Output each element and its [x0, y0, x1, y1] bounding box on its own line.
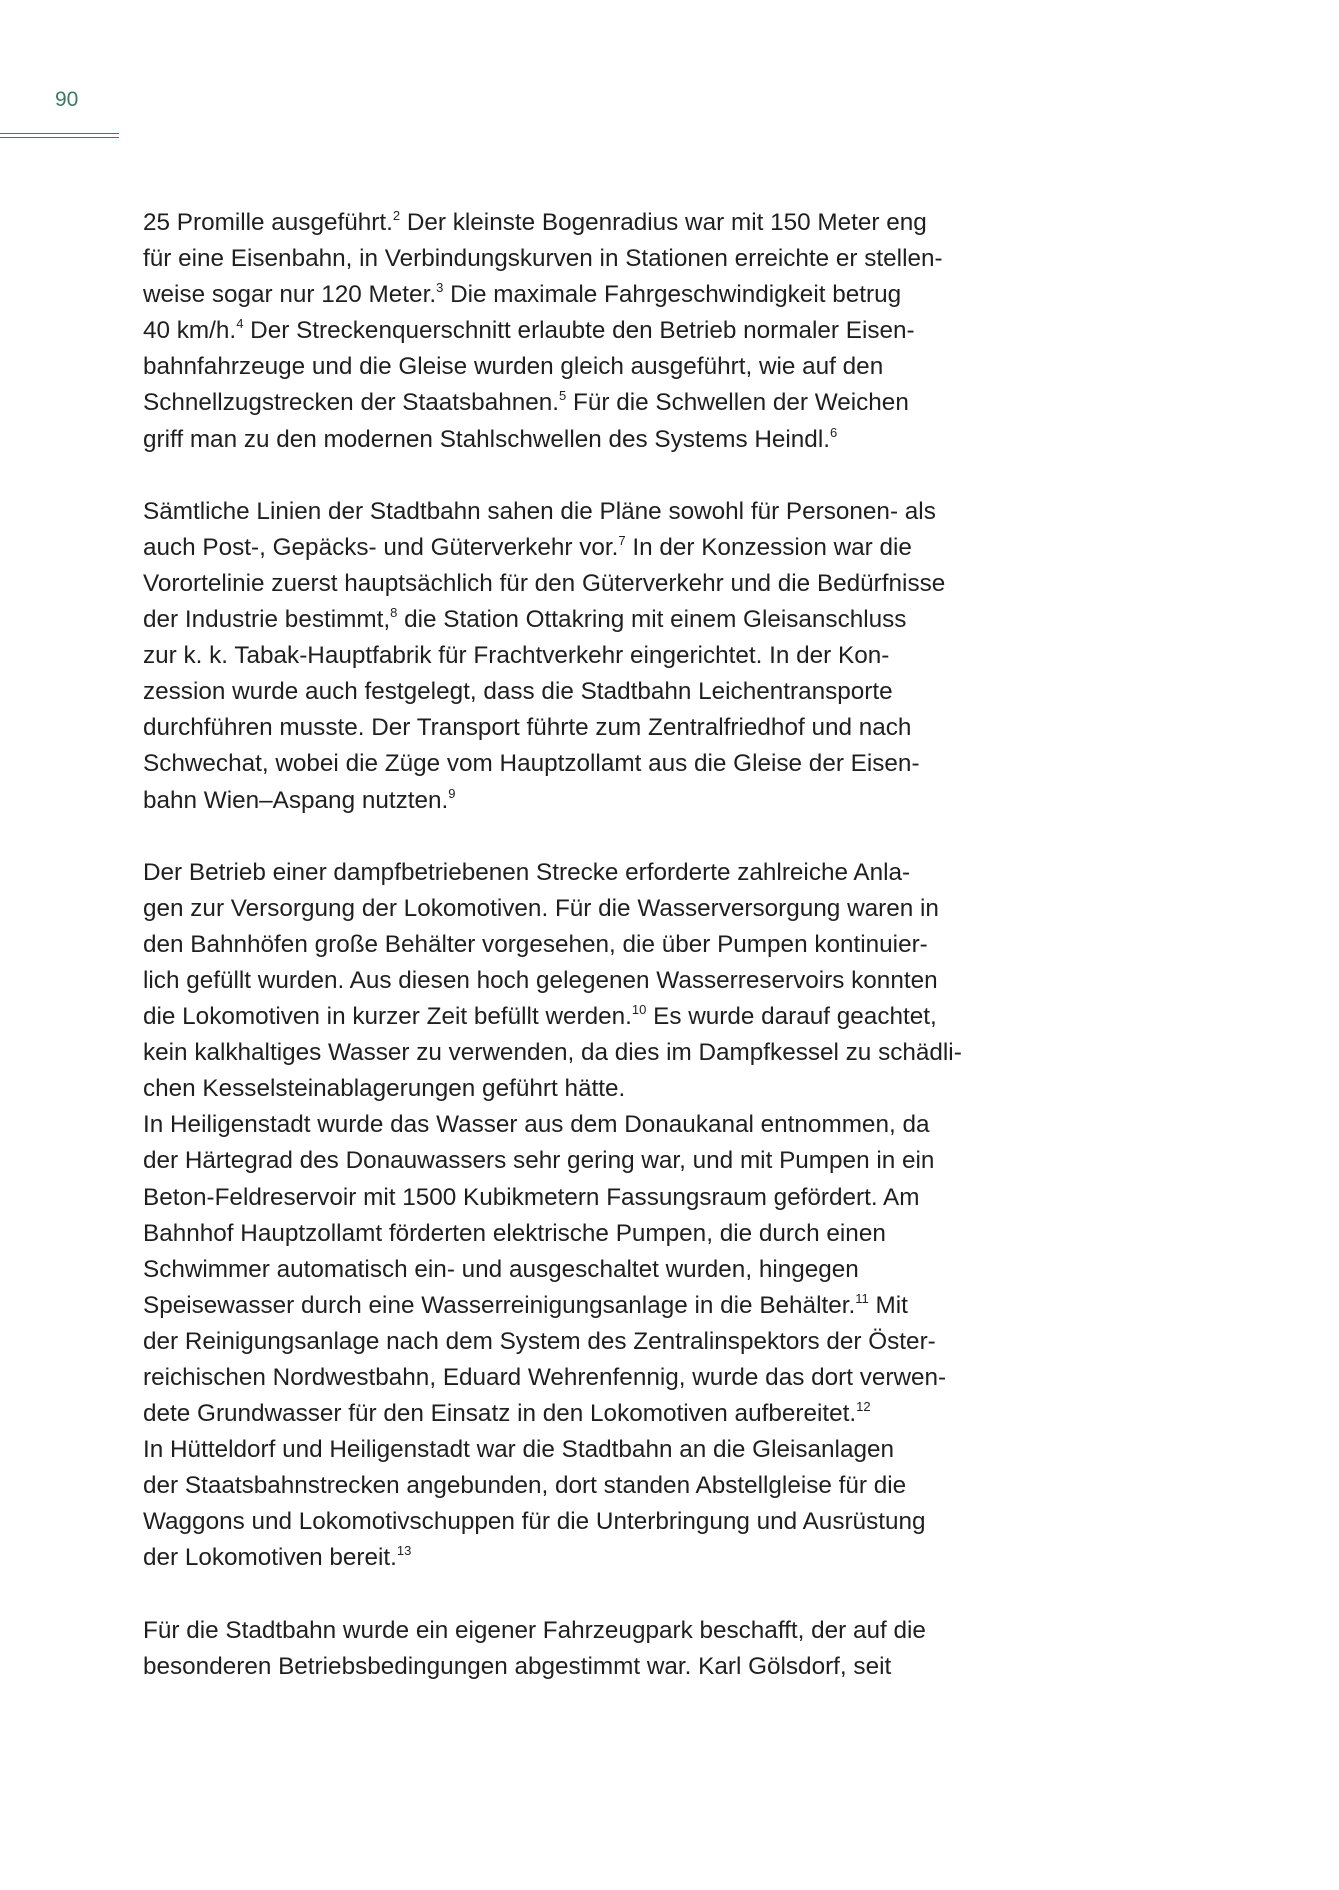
footnote-marker: 13: [396, 1543, 412, 1559]
text-segment: Bahnhof Hauptzollamt förderten elektrische Pumpen, die durch einen: [143, 1219, 886, 1247]
text-segment: den Bahnhöfen große Behälter vorgesehen, die über Pumpen kontinuier-: [143, 930, 928, 958]
text-segment: 25 Promille ausgeführt.: [143, 209, 393, 236]
text-segment: Vorortelinie zuerst hauptsächlich für den Güterverkehr und die Bedürfnisse: [143, 569, 946, 597]
paragraph: [143, 1613, 1043, 1685]
text-line: [143, 422, 1043, 458]
paragraph: [143, 205, 1043, 458]
text-segment: reichischen Nordwestbahn, Eduard Wehrenfennig, wurde das dort verwen-: [143, 1364, 947, 1391]
text-segment: chen Kesselsteinablagerungen geführt hätte.: [143, 1075, 626, 1103]
text-segment: durchführen musste. Der Transport führte zum Zentralfriedhof und nach: [143, 714, 912, 742]
text-segment: der Industrie bestimmt,: [143, 606, 391, 634]
text-line: [143, 1288, 1043, 1324]
text-line: [143, 1504, 1043, 1540]
text-segment: der Lokomotiven bereit.: [143, 1544, 397, 1572]
text-line: [143, 1071, 1043, 1107]
page-number: 90: [55, 88, 79, 111]
text-line: [143, 674, 1043, 710]
text-segment: Schnellzugstrecken der Staatsbahnen.: [143, 389, 560, 417]
text-line: [143, 1468, 1043, 1504]
text-segment: der Reinigungsanlage nach dem System des Zentralinspektors der Öster-: [143, 1327, 936, 1355]
paragraph-spacer: [143, 458, 1043, 494]
text-line: [143, 638, 1043, 674]
footnote-marker: 5: [559, 388, 567, 404]
text-segment: der Härtegrad des Donauwassers sehr gering war, und mit Pumpen in ein: [143, 1147, 935, 1175]
footnote-marker: 7: [618, 532, 626, 548]
text-segment: In Hütteldorf und Heiligenstadt war die Stadtbahn an die Gleisanlagen: [143, 1436, 894, 1464]
text-segment: gen zur Versorgung der Lokomotiven. Für die Wasserversorgung waren in: [143, 894, 939, 922]
footnote-marker: 6: [829, 424, 838, 440]
text-line: [143, 746, 1043, 782]
text-segment: die Lokomotiven in kurzer Zeit befüllt werden.: [143, 1003, 632, 1031]
text-segment: zur k. k. Tabak-Hauptfabrik für Frachtverkehr eingerichtet. In der Kon-: [143, 642, 890, 670]
text-segment: Mit: [868, 1291, 908, 1319]
footnote-marker: 8: [390, 605, 398, 621]
body-text: [143, 205, 1043, 1685]
text-line: [143, 891, 1043, 927]
text-line: [143, 241, 1043, 277]
text-segment: für eine Eisenbahn, in Verbindungskurven in Stationen erreichte er stellen-: [143, 245, 943, 273]
text-segment: Schwechat, wobei die Züge vom Hauptzollamt aus die Gleise der Eisen-: [143, 750, 920, 778]
header-rule: [0, 133, 119, 138]
text-segment: Der kleinste Bogenradius war mit 150 Meter eng: [400, 209, 927, 236]
text-line: [143, 1035, 1043, 1071]
text-line: [143, 313, 1043, 349]
text-segment: 40 km/h.: [143, 317, 237, 345]
text-segment: Es wurde darauf geachtet,: [646, 1003, 937, 1031]
text-segment: dete Grundwasser für den Einsatz in den Lokomotiven aufbereitet.: [143, 1400, 857, 1428]
footnote-marker: 10: [631, 1002, 647, 1018]
text-segment: Für die Schwellen der Weichen: [566, 389, 909, 417]
text-line: [143, 1432, 1043, 1468]
text-segment: bahnfahrzeuge und die Gleise wurden gleich ausgeführt, wie auf den: [143, 353, 884, 381]
text-segment: besonderen Betriebsbedingungen abgestimmt war. Karl Gölsdorf, seit: [143, 1652, 892, 1680]
text-line: [143, 783, 1043, 819]
text-segment: Beton-Feldreservoir mit 1500 Kubikmetern Fassungsraum gefördert. Am: [143, 1183, 920, 1211]
text-line: [143, 1540, 1043, 1576]
text-line: [143, 1143, 1043, 1179]
text-segment: der Staatsbahnstrecken angebunden, dort standen Abstellgleise für die: [143, 1472, 907, 1500]
text-line: [143, 855, 1043, 891]
text-segment: griff man zu den modernen Stahlschwellen des Systems Heindl.: [143, 425, 830, 453]
text-line: [143, 1252, 1043, 1288]
text-line: [143, 349, 1043, 385]
footnote-marker: 11: [855, 1290, 869, 1306]
text-segment: Die maximale Fahrgeschwindigkeit betrug: [443, 281, 902, 309]
text-line: [143, 1324, 1043, 1360]
text-segment: auch Post-, Gepäcks- und Güterverkehr vor.: [143, 533, 619, 561]
paragraph: [143, 494, 1043, 819]
text-segment: lich gefüllt wurden. Aus diesen hoch gelegenen Wasserreservoirs konnten: [143, 966, 938, 994]
text-line: [143, 963, 1043, 999]
text-line: [143, 530, 1043, 566]
text-line: [143, 1180, 1043, 1216]
text-segment: Schwimmer automatisch ein- und ausgeschaltet wurden, hingegen: [143, 1255, 859, 1283]
text-segment: Sämtliche Linien der Stadtbahn sahen die Pläne sowohl für Personen- als: [143, 497, 936, 525]
text-line: [143, 1216, 1043, 1252]
text-segment: In der Konzession war die: [625, 533, 912, 561]
footnote-marker: 2: [392, 208, 401, 223]
text-segment: Für die Stadtbahn wurde ein eigener Fahrzeugpark beschafft, der auf die: [143, 1616, 926, 1644]
text-segment: die Station Ottakring mit einem Gleisanschluss: [397, 606, 907, 634]
text-segment: Waggons und Lokomotivschuppen für die Unterbringung und Ausrüstung: [143, 1508, 926, 1536]
text-line: [143, 1396, 1043, 1432]
text-line: [143, 494, 1043, 530]
text-line: [143, 1613, 1043, 1649]
text-segment: Speisewasser durch eine Wasserreinigungsanlage in die Behälter.: [143, 1291, 856, 1319]
text-segment: weise sogar nur 120 Meter.: [143, 281, 437, 309]
paragraph-spacer: [143, 1577, 1043, 1613]
footnote-marker: 12: [856, 1399, 871, 1415]
text-line: [143, 927, 1043, 963]
text-line: [143, 1649, 1043, 1685]
text-segment: kein kalkhaltiges Wasser zu verwenden, da dies im Dampfkessel zu schädli-: [143, 1039, 962, 1067]
text-line: [143, 566, 1043, 602]
text-line: [143, 205, 1043, 241]
text-line: [143, 999, 1043, 1035]
text-segment: bahn Wien–Aspang nutzten.: [143, 786, 449, 814]
paragraph-spacer: [143, 819, 1043, 855]
footnote-marker: 4: [236, 316, 244, 332]
text-line: [143, 602, 1043, 638]
text-line: [143, 710, 1043, 746]
text-line: [143, 385, 1043, 421]
footnote-marker: 9: [448, 785, 456, 801]
paragraph: [143, 855, 1043, 1577]
footnote-marker: 3: [436, 280, 444, 296]
text-line: [143, 277, 1043, 313]
text-segment: zession wurde auch festgelegt, dass die Stadtbahn Leichentransporte: [143, 678, 893, 706]
text-segment: Der Betrieb einer dampfbetriebenen Strecke erforderte zahlreiche Anla-: [143, 858, 911, 886]
text-line: [143, 1107, 1043, 1143]
text-segment: Der Streckenquerschnitt erlaubte den Betrieb normaler Eisen-: [243, 317, 915, 345]
text-segment: In Heiligenstadt wurde das Wasser aus dem Donaukanal entnommen, da: [143, 1111, 930, 1139]
text-line: [143, 1360, 1043, 1396]
